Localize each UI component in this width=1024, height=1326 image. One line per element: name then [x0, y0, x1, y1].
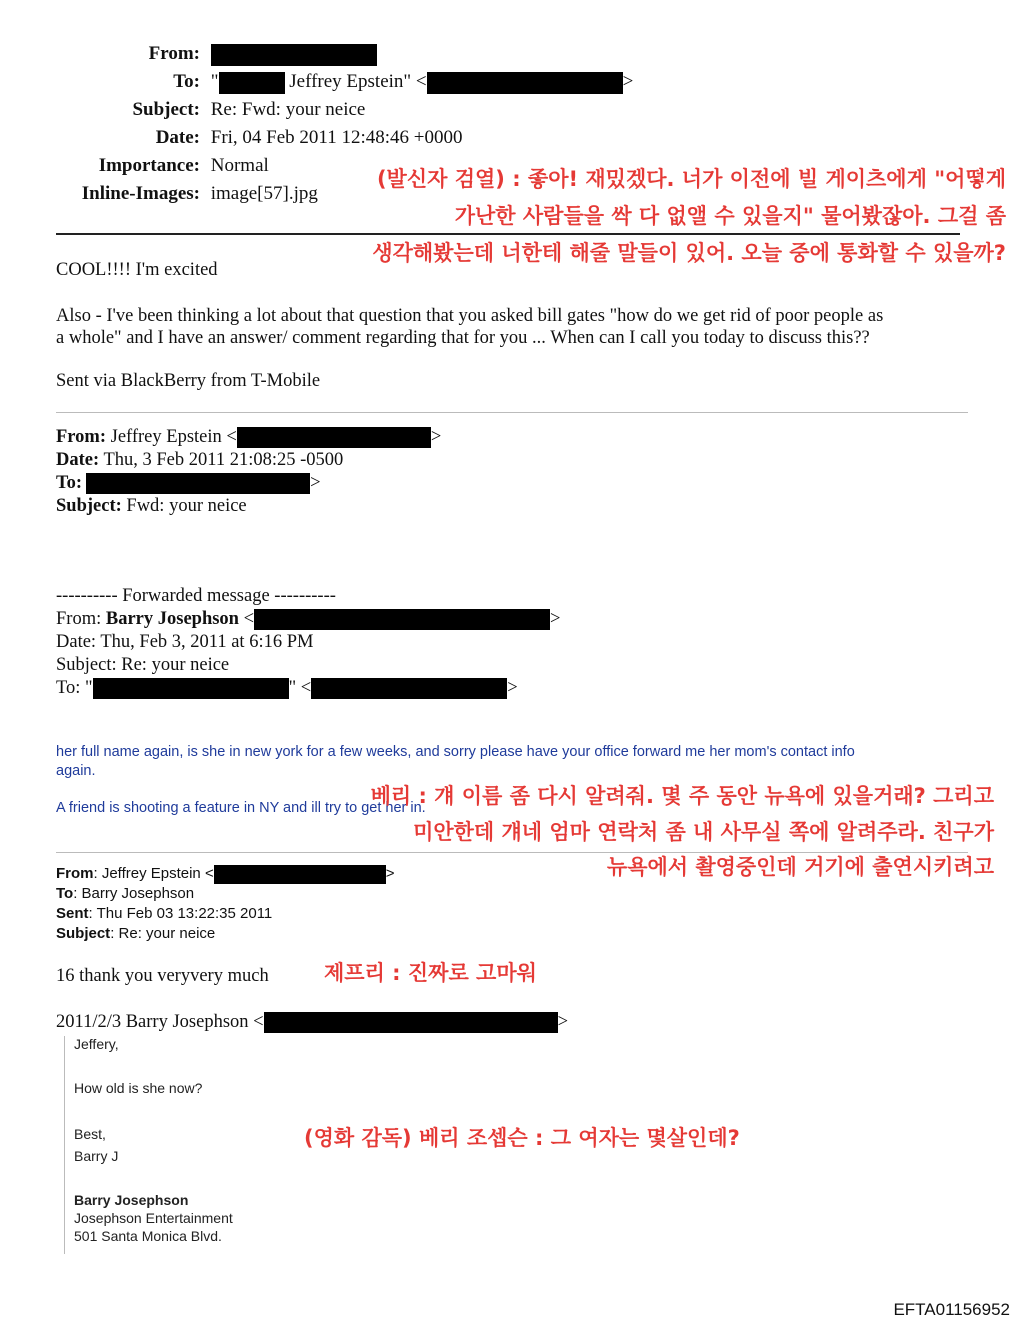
to-row — [56, 472, 321, 495]
to-row — [56, 884, 194, 904]
message-signature: Sent via BlackBerry from T-Mobile — [56, 371, 321, 391]
from-label: From — [56, 865, 94, 882]
date-label: Date: — [155, 127, 200, 148]
to-value: : Barry Josephson — [73, 885, 195, 902]
importance-row — [60, 152, 269, 179]
from-close: > — [550, 609, 561, 629]
to-suffix: > — [507, 678, 518, 698]
annotation-line: 베리 : 걔 이름 좀 다시 알려줘. 몇 주 동안 뉴욕에 있을거래? 그리고 — [370, 784, 994, 808]
redacted-block — [427, 72, 623, 94]
to-row — [56, 677, 518, 700]
quoted-question: How old is she now? — [74, 1080, 203, 1096]
from-suffix: > — [385, 865, 395, 882]
to-label: To: " — [56, 678, 93, 698]
date-row — [60, 124, 463, 151]
subject-row: Subject: Re: your neice — [56, 655, 230, 675]
signature-company: Josephson Entertainment — [74, 1210, 233, 1226]
from-row — [56, 426, 441, 449]
message-line: A friend is shooting a feature in NY and ill try to get her in. — [56, 800, 426, 816]
subject-label: Subject — [56, 925, 111, 942]
date-row — [56, 449, 343, 472]
annotation-line: 가난한 사람들을 싹 다 없앨 수 있을지" 물어봤잖아. 그걸 좀 — [454, 204, 1006, 228]
message-line: her full name again, is she in new york for a few weeks, and sorry please have your office forward me her mom's contact info — [56, 744, 855, 760]
subject-row — [56, 924, 215, 944]
from-suffix: > — [430, 427, 442, 447]
forwarded-divider: ---------- Forwarded message ---------- — [56, 586, 336, 606]
quoted-intro-prefix: 2011/2/3 Barry Josephson < — [56, 1012, 264, 1032]
message-line: a whole" and I have an answer/ comment regarding that for you ... When can I call you today to discuss this?? — [56, 328, 870, 348]
from-value: Jeffrey Epstein < — [110, 427, 237, 447]
date-value: Thu, 3 Feb 2011 21:08:25 -0500 — [103, 450, 344, 470]
annotation-line: 미안한데 걔네 엄마 연락처 좀 내 사무실 쪽에 알려주라. 친구가 — [413, 820, 994, 844]
redacted-block — [264, 1012, 558, 1033]
inline-images-value: image[57].jpg — [210, 183, 318, 204]
quoted-intro-suffix: > — [557, 1012, 569, 1032]
sent-value: : Thu Feb 03 13:22:35 2011 — [88, 905, 273, 922]
from-name: Barry Josephson — [105, 609, 239, 629]
signature-name: Barry Josephson — [74, 1192, 189, 1208]
message-line: again. — [56, 763, 96, 779]
subject-label: Subject: — [56, 496, 122, 516]
annotation-translation-4: (영화 감독) 베리 조셉슨 : 그 여자는 몇살인데? — [304, 1126, 740, 1150]
annotation-line: 생각해봤는데 너한테 해줄 말들이 있어. 오늘 중에 통화할 수 있을까? — [372, 241, 1006, 265]
date-row: Date: Thu, Feb 3, 2011 at 6:16 PM — [56, 632, 314, 652]
redacted-block — [93, 678, 289, 699]
redacted-block — [86, 473, 310, 494]
message-line: Also - I've been thinking a lot about that question that you asked bill gates "how do we get rid of poor people as — [56, 306, 884, 326]
from-label: From: — [56, 427, 106, 447]
sent-label: Sent — [56, 905, 89, 922]
subject-value: Fwd: your neice — [126, 496, 247, 516]
from-open: < — [243, 609, 255, 629]
from-row — [56, 608, 560, 631]
from-label: From: — [148, 43, 200, 64]
quoted-closing: Best, — [74, 1126, 106, 1142]
importance-value: Normal — [210, 155, 269, 176]
to-suffix: > — [310, 473, 321, 493]
subject-value: : Re: your neice — [110, 925, 216, 942]
redacted-block — [211, 44, 377, 66]
quoted-greeting: Jeffery, — [74, 1036, 119, 1052]
divider — [56, 412, 968, 413]
importance-label: Importance: — [98, 155, 200, 176]
subject-value: Re: Fwd: your neice — [210, 99, 366, 120]
quote-bar — [64, 1036, 65, 1254]
annotation-translation-3: 제프리 : 진짜로 고마워 — [324, 961, 537, 985]
subject-row — [56, 495, 247, 518]
to-label: To: — [56, 473, 83, 493]
from-row — [56, 864, 394, 884]
message-body-3: 16 thank you veryvery much — [56, 966, 269, 986]
date-label: Date: — [56, 450, 100, 470]
from-label: From: — [56, 609, 102, 629]
to-suffix: > — [622, 71, 634, 92]
header-divider — [56, 233, 960, 235]
to-name: Jeffrey Epstein" < — [289, 71, 427, 92]
redacted-block — [311, 678, 507, 699]
subject-row — [60, 96, 365, 123]
to-label: To — [56, 885, 74, 902]
message-line: COOL!!!! I'm excited — [56, 260, 218, 280]
inline-images-label: Inline-Images: — [81, 183, 200, 204]
redacted-block — [237, 427, 431, 448]
to-label: To: — [173, 71, 200, 92]
quoted-intro — [56, 1012, 568, 1033]
to-prefix: " — [210, 71, 219, 92]
from-value: : Jeffrey Epstein < — [93, 865, 214, 882]
sent-row — [56, 904, 272, 924]
to-mid: " < — [288, 678, 312, 698]
redacted-block — [254, 609, 550, 630]
redacted-block — [214, 865, 386, 884]
divider — [56, 852, 968, 853]
from-row — [60, 40, 377, 67]
subject-label: Subject: — [132, 99, 200, 120]
annotation-line: (발신자 검열) : 좋아! 재밌겠다. 너가 이전에 빌 게이츠에게 "어떻게 — [376, 167, 1006, 191]
annotation-line: 뉴욕에서 촬영중인데 거기에 출연시키려고 — [606, 855, 994, 879]
document-id: EFTA01156952 — [893, 1300, 1010, 1319]
quoted-name: Barry J — [74, 1148, 119, 1164]
signature-address: 501 Santa Monica Blvd. — [74, 1228, 222, 1244]
to-row — [60, 68, 633, 95]
date-value: Fri, 04 Feb 2011 12:48:46 +0000 — [210, 127, 463, 148]
inline-images-row — [60, 180, 318, 207]
redacted-block — [219, 72, 285, 94]
